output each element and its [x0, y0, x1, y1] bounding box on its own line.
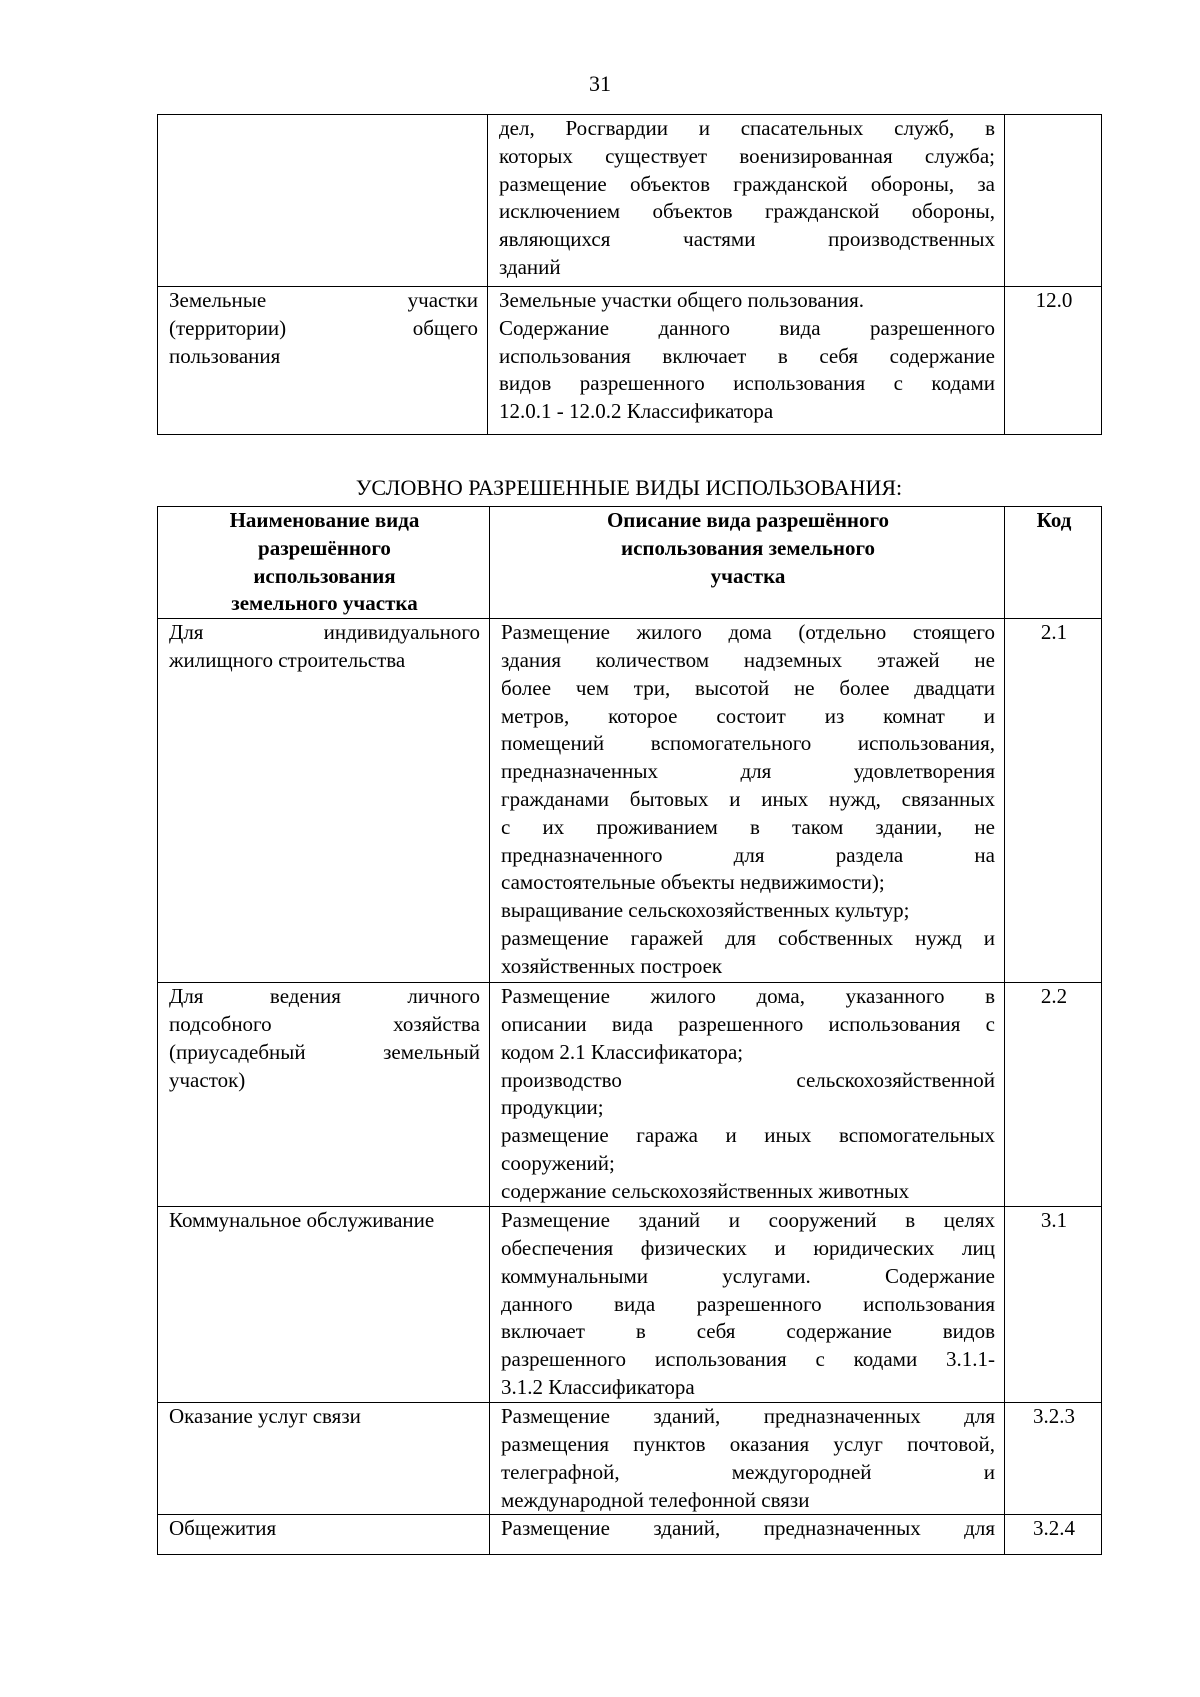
description-line: видов разрешенного использования с кодами	[499, 371, 995, 396]
description-line: Размещение зданий, предназначенных для	[501, 1404, 995, 1429]
description-line: сооружений;	[501, 1150, 615, 1175]
description-line: Земельные участки общего пользования.	[499, 288, 865, 312]
name-line: жилищного строительства	[169, 647, 406, 672]
header-line: земельного участка	[231, 591, 418, 616]
code-cell	[1005, 115, 1102, 287]
description-line: исключением объектов гражданской обороны,	[499, 199, 995, 224]
description-line: которых существует военизированная служба;	[499, 143, 995, 168]
name-cell	[158, 619, 490, 983]
description-line: размещение гаражей для собственных нужд и	[501, 925, 995, 950]
conditional-uses-table	[157, 506, 1102, 1555]
table-row	[158, 1515, 1102, 1555]
name-line: Для ведения личного	[169, 984, 480, 1009]
description-line: помещений вспомогательного использования,	[501, 731, 995, 756]
header-name	[158, 507, 490, 619]
code-cell: 2.2	[1005, 983, 1102, 1207]
name-line: Оказание услуг связи	[169, 1404, 361, 1429]
description-cell	[490, 1207, 1005, 1403]
description-line: более чем три, высотой не более двадцати	[501, 675, 995, 700]
description-line: с их проживанием в таком здании, не	[501, 814, 995, 839]
description-line: содержание сельскохозяйственных животных	[501, 1178, 910, 1203]
table-header-row	[158, 507, 1102, 619]
header-line: Описание вида разрешённого	[606, 508, 890, 532]
continuation-table	[157, 114, 1102, 435]
description-line: метров, которое состоит из комнат и	[501, 703, 995, 728]
header-line: разрешённого	[258, 535, 391, 560]
description-line: самостоятельные объекты недвижимости);	[501, 870, 885, 895]
table-row	[158, 1207, 1102, 1403]
description-line: размещение объектов гражданской обороны, за	[499, 171, 995, 196]
code-cell: 12.0	[1005, 287, 1102, 435]
header-description	[490, 507, 1005, 619]
description-line: дел, Росгвардии и спасательных служб, в	[499, 116, 995, 140]
description-line: разрешенного использования с кодами 3.1.1-	[501, 1347, 995, 1372]
description-line: хозяйственных построек	[501, 953, 723, 978]
name-line: Земельные участки	[169, 288, 478, 312]
description-cell	[490, 983, 1005, 1207]
description-line: продукции;	[501, 1095, 604, 1120]
header-line: Наименование вида	[229, 508, 420, 532]
table-row	[158, 1403, 1102, 1515]
description-line: гражданами бытовых и иных нужд, связанных	[501, 786, 995, 811]
table-row	[158, 619, 1102, 983]
name-line: Коммунальное обслуживание	[169, 1208, 435, 1233]
description-line: коммунальными услугами. Содержание	[501, 1263, 995, 1288]
table-row	[158, 983, 1102, 1207]
name-line: Общежития	[169, 1516, 277, 1541]
name-cell	[158, 1207, 490, 1403]
description-line: выращивание сельскохозяйственных культур;	[501, 898, 910, 923]
table-row	[158, 115, 1102, 287]
name-cell	[158, 1515, 490, 1555]
description-line: 12.0.1 - 12.0.2 Классификатора	[499, 399, 774, 424]
header-line: использования земельного	[621, 535, 875, 560]
code-cell: 2.1	[1005, 619, 1102, 983]
page-number: 31	[589, 71, 611, 96]
description-line: включает в себя содержание видов	[501, 1319, 995, 1344]
description-line: зданий	[499, 254, 561, 279]
description-line: здания количеством надземных этажей не	[501, 647, 995, 672]
description-cell	[488, 115, 1005, 287]
description-cell	[490, 1403, 1005, 1515]
name-line: (территории) общего	[169, 315, 478, 340]
description-cell	[488, 287, 1005, 435]
name-cell	[158, 287, 488, 435]
description-line: Содержание данного вида разрешенного	[499, 315, 995, 340]
name-cell	[158, 1403, 490, 1515]
description-line: предназначенного для раздела на	[501, 842, 995, 867]
description-line: размещения пунктов оказания услуг почтовой,	[501, 1431, 995, 1456]
code-cell: 3.2.3	[1005, 1403, 1102, 1515]
name-line: подсобного хозяйства	[169, 1011, 480, 1036]
description-line: Размещение жилого дома, указанного в	[501, 984, 995, 1009]
code-cell: 3.1	[1005, 1207, 1102, 1403]
name-cell	[158, 983, 490, 1207]
description-line: Размещение зданий и сооружений в целях	[501, 1208, 995, 1233]
description-line: являющихся частями производственных	[499, 227, 995, 252]
header-line: участка	[710, 563, 786, 588]
header-code: Код	[1005, 507, 1102, 619]
header-line: использования	[253, 563, 396, 588]
description-cell	[490, 619, 1005, 983]
description-line: кодом 2.1 Классификатора;	[501, 1039, 744, 1064]
name-line: пользования	[169, 343, 281, 368]
section-heading: УСЛОВНО РАЗРЕШЕННЫЕ ВИДЫ ИСПОЛЬЗОВАНИЯ:	[355, 475, 903, 500]
name-line: участок)	[169, 1067, 246, 1092]
description-line: обеспечения физических и юридических лиц	[501, 1235, 995, 1260]
name-line: (приусадебный земельный	[169, 1039, 480, 1064]
description-line: Размещение зданий, предназначенных для	[501, 1516, 995, 1541]
description-line: производство сельскохозяйственной	[501, 1067, 995, 1092]
description-line: предназначенных для удовлетворения	[501, 759, 995, 784]
description-cell	[490, 1515, 1005, 1555]
description-line: размещение гаража и иных вспомогательных	[501, 1123, 995, 1148]
description-line: международной телефонной связи	[501, 1487, 810, 1512]
name-cell	[158, 115, 488, 287]
description-line: данного вида разрешенного использования	[501, 1291, 995, 1316]
table-row	[158, 287, 1102, 435]
description-line: 3.1.2 Классификатора	[501, 1374, 695, 1399]
description-line: описании вида разрешенного использования с	[501, 1011, 995, 1036]
description-line: Размещение жилого дома (отдельно стоящего	[501, 620, 995, 645]
description-line: использования включает в себя содержание	[499, 343, 995, 368]
description-line: телеграфной, междугородней и	[501, 1459, 995, 1484]
code-cell: 3.2.4	[1005, 1515, 1102, 1555]
name-line: Для индивидуального	[169, 620, 480, 645]
